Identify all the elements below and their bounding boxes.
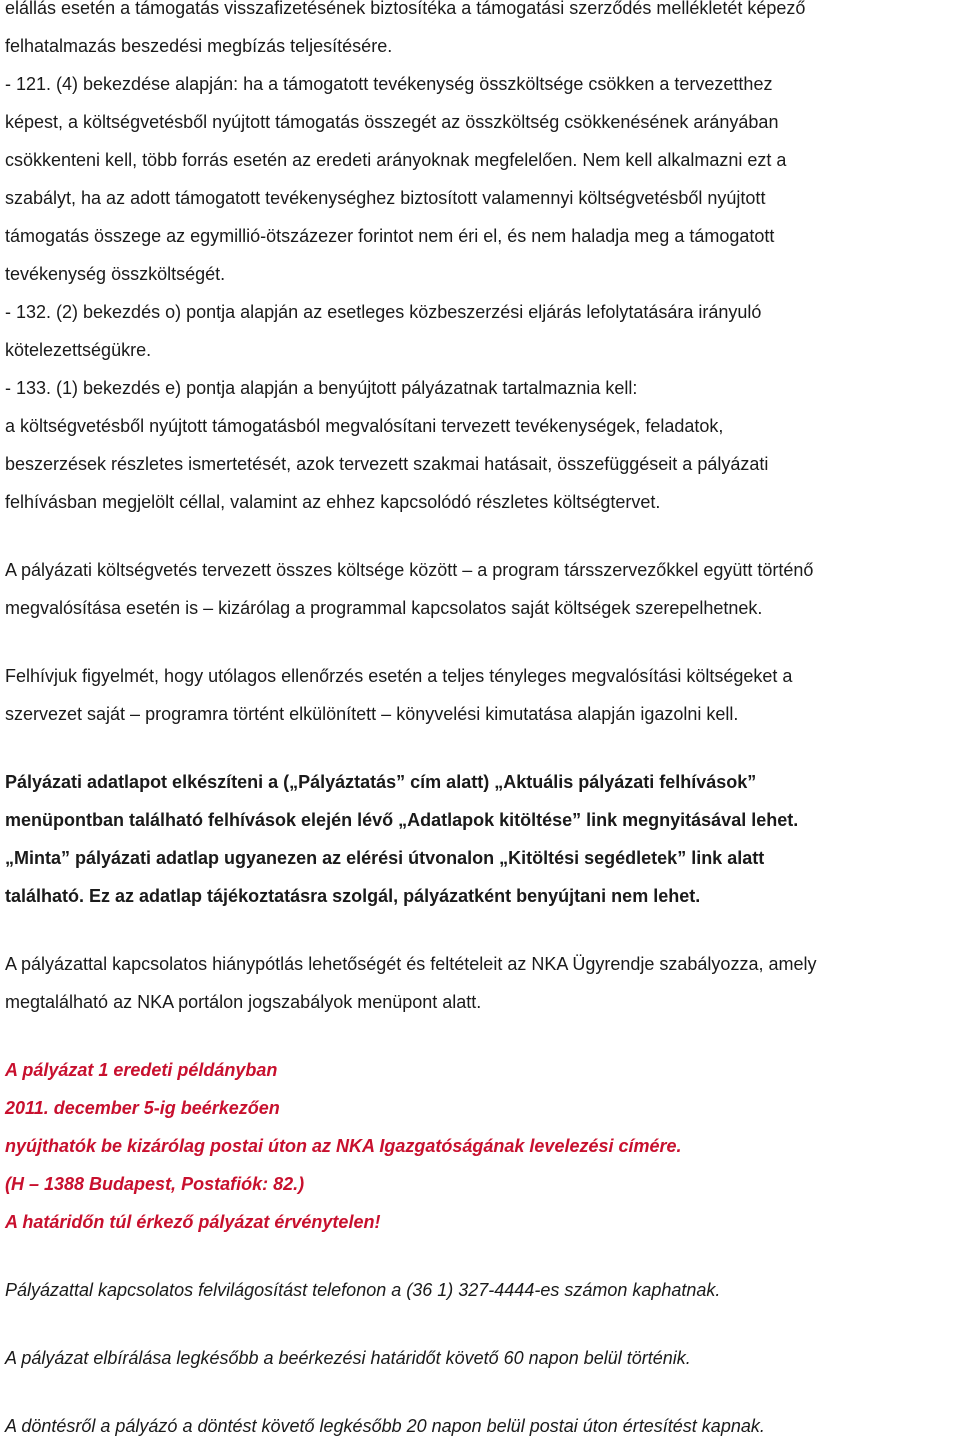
text-line: tevékenység összköltségét. bbox=[5, 264, 226, 284]
text-line: nyújthatók be kizárólag postai úton az NKA Igazgatóságának levelezési címére. bbox=[5, 1136, 682, 1156]
paragraph-verification bbox=[5, 657, 950, 733]
text-line: szervezet saját – programra történt elkülönített – könyvelési kimutatása alapján igazolni kell. bbox=[5, 704, 739, 724]
text-line: menüpontban található felhívások elején lévő „Adatlapok kitöltése” link megnyitásával lehet. bbox=[5, 810, 799, 830]
text-line: (H – 1388 Budapest, Postafiók: 82.) bbox=[5, 1174, 305, 1194]
text-line: - 132. (2) bekezdés o) pontja alapján az esetleges közbeszerzési eljárás lefolytatására irányuló bbox=[5, 302, 762, 322]
paragraph-evaluation: A pályázat elbírálása legkésőbb a beérkezési határidőt követő 60 napon belül történik. bbox=[5, 1348, 691, 1368]
paragraph-legal-refs bbox=[5, 0, 950, 521]
text-line: - 133. (1) bekezdés e) pontja alapján a benyújtott pályázatnak tartalmaznia kell: bbox=[5, 378, 638, 398]
paragraph-notification: A döntésről a pályázó a döntést követő legkésőbb 20 napon belül postai úton értesítést kapnak. bbox=[5, 1416, 765, 1436]
text-line: található. Ez az adatlap tájékoztatásra szolgál, pályázatként benyújtani nem lehet. bbox=[5, 886, 701, 906]
text-line: Felhívjuk figyelmét, hogy utólagos ellenőrzés esetén a teljes tényleges megvalósítási költségeket a bbox=[5, 666, 793, 686]
text-line: 2011. december 5-ig beérkezően bbox=[5, 1098, 280, 1118]
text-line: csökkenteni kell, több forrás esetén az eredeti arányoknak megfelelően. Nem kell alkalmazni ezt a bbox=[5, 150, 787, 170]
text-line: szabályt, ha az adott támogatott tevékenységhez biztosított valamennyi költségvetésből nyújtott bbox=[5, 188, 766, 208]
text-line: A pályázat 1 eredeti példányban bbox=[5, 1060, 278, 1080]
paragraph-phone-info: Pályázattal kapcsolatos felvilágosítást telefonon a (36 1) 327-4444-es számon kaphatnak. bbox=[5, 1280, 721, 1300]
text-line: a költségvetésből nyújtott támogatásból megvalósítani tervezett tevékenységek, feladatok, bbox=[5, 416, 724, 436]
text-line: megvalósítása esetén is – kizárólag a programmal kapcsolatos saját költségek szerepelhetnek. bbox=[5, 598, 763, 618]
paragraph-budget bbox=[5, 551, 950, 627]
text-line: Pályázati adatlapot elkészíteni a („Pályáztatás” cím alatt) „Aktuális pályázati felhívások” bbox=[5, 772, 757, 792]
text-line: A pályázati költségvetés tervezett összes költsége között – a program társszervezőkkel együtt történő bbox=[5, 560, 814, 580]
text-line: kötelezettségükre. bbox=[5, 340, 152, 360]
text-line: megtalálható az NKA portálon jogszabályok menüpont alatt. bbox=[5, 992, 482, 1012]
text-line: „Minta” pályázati adatlap ugyanezen az elérési útvonalon „Kitöltési segédletek” link alatt bbox=[5, 848, 765, 868]
text-line: felhívásban megjelölt céllal, valamint az ehhez kapcsolódó részletes költségtervet. bbox=[5, 492, 661, 512]
text-line: képest, a költségvetésből nyújtott támogatás összegét az összköltség csökkenésének arányában bbox=[5, 112, 779, 132]
text-line: - 121. (4) bekezdése alapján: ha a támogatott tevékenység összköltsége csökken a tervezetthez bbox=[5, 74, 773, 94]
paragraph-deficiency bbox=[5, 945, 950, 1021]
paragraph-deadline bbox=[5, 1051, 950, 1241]
text-line: beszerzések részletes ismertetését, azok tervezett szakmai hatásait, összefüggéseit a pályázati bbox=[5, 454, 769, 474]
paragraph-form-instructions bbox=[5, 763, 950, 915]
text-line: támogatás összege az egymillió-ötszázezer forintot nem éri el, és nem haladja meg a támogatott bbox=[5, 226, 775, 246]
text-line: A pályázattal kapcsolatos hiánypótlás lehetőségét és feltételeit az NKA Ügyrendje szabályozza, amely bbox=[5, 954, 817, 974]
text-line: elállás esetén a támogatás visszafizetésének biztosítéka a támogatási szerződés mellékletét képező bbox=[5, 0, 806, 18]
text-line: felhatalmazás beszedési megbízás teljesítésére. bbox=[5, 36, 393, 56]
text-line: A határidőn túl érkező pályázat érvénytelen! bbox=[5, 1212, 381, 1232]
